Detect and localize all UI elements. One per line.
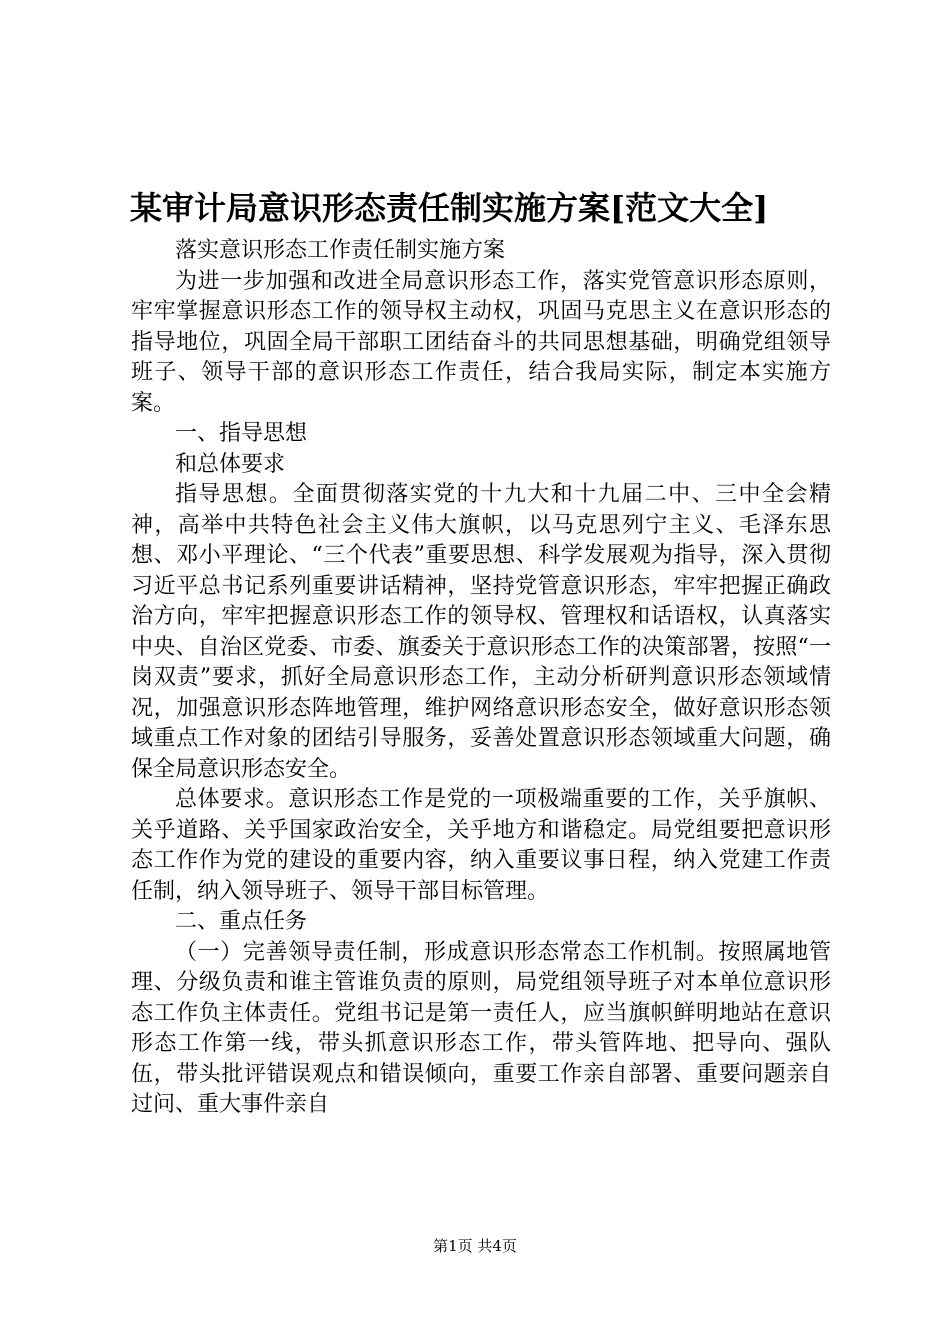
document-title: 某审计局意识形态责任制实施方案[范文大全] xyxy=(130,189,769,227)
page-number: 第1页 共4页 xyxy=(433,1237,517,1255)
paragraph-subtitle: 落实意识形态工作责任制实施方案 xyxy=(175,238,506,263)
paragraph-guiding-thought: 指导思想。全面贯彻落实党的十九大和十九届二中、三中全会精神，高举中共特色社会主义伟大旗帜，以马克思列宁主义、毛泽东思想、邓小平理论、“三个代表”重要思想、科学发展观为指导，深入贯彻习近平总书记系列重要讲话精神，坚持党管意识形态，牢牢把握正确政治方向，牢牢把握意识形态工作的领导权、管理权和话语权，认真落实中央、自治区党委、市委、旗委关于意识形态工作的决策部署，按照“一岗双责”要求，抓好全局意识形态工作，主动分析研判意识形态领域情况，加强意识形态阵地管理，维护网络意识形态安全，做好意识形态领域重点工作对象的团结引导服务，妥善处置意识形态领域重大问题，确保全局意识形态安全。 xyxy=(131,482,831,782)
section-heading-key-tasks: 二、重点任务 xyxy=(175,909,308,934)
paragraph-general-requirements: 总体要求。意识形态工作是党的一项极端重要的工作，关乎旗帜、关乎道路、关乎国家政治安全，关乎地方和谐稳定。局党组要把意识形态工作作为党的建设的重要内容，纳入重要议事日程，纳入党建工作责任制，纳入领导班子、领导干部目标管理。 xyxy=(131,787,831,904)
paragraph-task-one: （一）完善领导责任制，形成意识形态常态工作机制。按照属地管理、分级负责和谁主管谁负责的原则，局党组领导班子对本单位意识形态工作负主体责任。党组书记是第一责任人，应当旗帜鲜明地站在意识形态工作第一线，带头抓意识形态工作，带头管阵地、把导向、强队伍，带头批评错误观点和错误倾向，重要工作亲自部署、重要问题亲自过问、重大事件亲自 xyxy=(131,939,831,1117)
section-heading-guiding-thought: 一、指导思想 xyxy=(175,421,308,446)
document-body xyxy=(131,236,831,1121)
paragraph-intro: 为进一步加强和改进全局意识形态工作，落实党管意识形态原则，牢牢掌握意识形态工作的领导权主动权，巩固马克思主义在意识形态的指导地位，巩固全局干部职工团结奋斗的共同思想基础，明确党组领导班子、领导干部的意识形态工作责任，结合我局实际，制定本实施方案。 xyxy=(131,268,831,416)
section-heading-general-requirements: 和总体要求 xyxy=(175,451,286,477)
